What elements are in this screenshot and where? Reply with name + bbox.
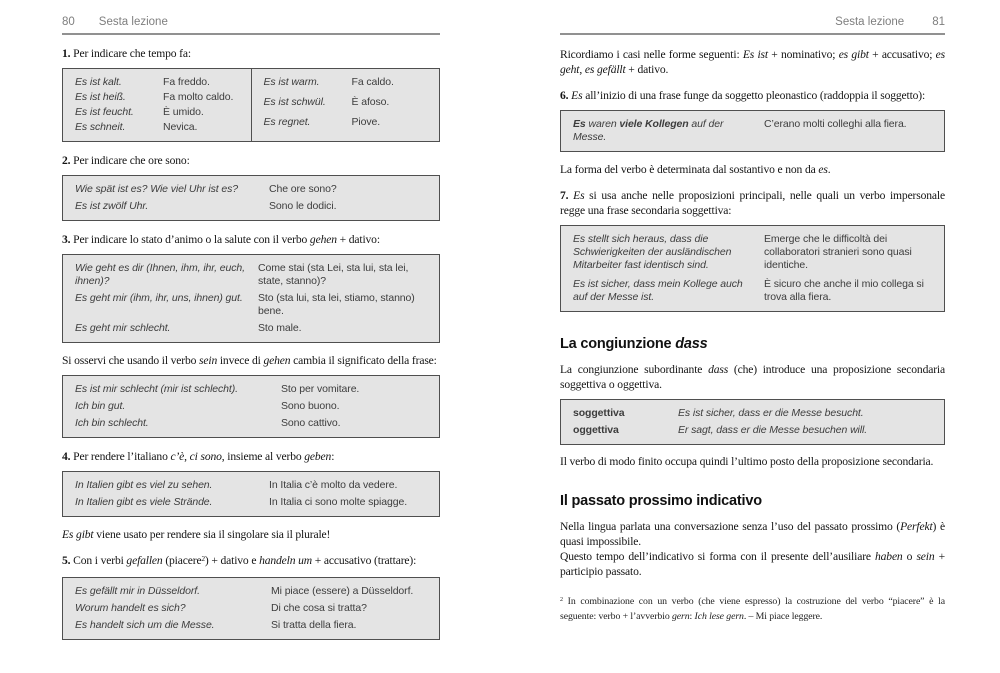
page-title: Sesta lezione [98, 16, 168, 28]
table-cell-de: Es stellt sich heraus, dass die Schwierigkeiten der ausländischen Mitarbeiter fast identisch sind. [573, 233, 732, 271]
table-pleonastic [560, 110, 945, 152]
section-heading-1: 1. Per indicare che tempo fa: [62, 47, 191, 60]
table-cell-it: Sto (sta lui, sta lei, stiamo, stanno) bene. [258, 292, 415, 317]
table-cell-de: Wie spät ist es? Wie viel Uhr ist es? [75, 183, 238, 195]
table-cell-de: Es regnet. [263, 116, 311, 128]
book-page-left [62, 16, 440, 640]
table-cell-it: Sono cattivo. [281, 417, 341, 429]
table-weather-right-half [251, 69, 440, 141]
table-gefallen [62, 577, 440, 640]
page-number: 80 [62, 16, 75, 28]
table-cell-it: Fa molto caldo. [163, 91, 234, 103]
table-cell-it: Nevica. [163, 121, 198, 133]
table-cell-it: Emerge che le difficoltà dei collaboratori stranieri sono quasi identiche. [764, 233, 912, 271]
note-verb-form: La forma del verbo è determinata dal sostantivo e non da es. [560, 163, 831, 176]
table-cell-de: Worum handelt es sich? [75, 602, 186, 614]
table-time [62, 175, 440, 221]
paragraph-perfekt: Nella lingua parlata una conversazione senza l’uso del passato prossimo (Perfekt) è quasi impossibile. [560, 520, 945, 548]
table-cell-it: Come stai (sta Lei, sta lui, sta lei, state, stanno)? [258, 262, 409, 287]
table-cell-example: Es ist sicher, dass er die Messe besucht. [678, 407, 864, 419]
table-cell-it: Si tratta della fiera. [271, 619, 357, 631]
table-esgibt [62, 471, 440, 517]
heading-passato-prossimo: Il passato prossimo indicativo [560, 493, 762, 509]
table-cell-it: È afoso. [351, 96, 390, 108]
section-heading-6: 6. Es all’inizio di una frase funge da soggetto pleonastico (raddoppia il soggetto): [560, 89, 926, 102]
table-cell-de: Es waren viele Kollegen auf der Messe. [573, 118, 724, 143]
table-cell-de: Ich bin gut. [75, 400, 126, 412]
table-cell-de: In Italien gibt es viele Strände. [75, 496, 213, 508]
table-dass [560, 399, 945, 445]
table-cell-de: Es gefällt mir in Düsseldorf. [75, 585, 200, 597]
table-cell-label: soggettiva [573, 407, 625, 419]
footnote-piacere: $^2$ In combinazione con un verbo (che viene espresso) la costruzione del verbo “piacere” è la seguente: verbo + l’avverbio gern: Ich lese gern. – Mi piace leggere. [560, 596, 945, 622]
book-page-right [560, 16, 945, 633]
table-cell-de: Es geht mir (ihm, ihr, uns, ihnen) gut. [75, 292, 243, 304]
table-cell-it: Di che cosa si tratta? [271, 602, 367, 614]
section-heading-2: 2. Per indicare che ore sono: [62, 154, 190, 167]
table-weather [62, 68, 440, 142]
page-header [560, 16, 945, 35]
table-cell-example: Er sagt, dass er die Messe besuchen will. [678, 424, 868, 436]
table-cell-de: Ich bin schlecht. [75, 417, 149, 429]
table-cell-it: Piove. [351, 116, 381, 128]
heading-congiunzione-dass: La congiunzione dass [560, 336, 708, 352]
table-cell-it: Sto male. [258, 322, 302, 334]
table-cell-de: Es ist feucht. [75, 106, 134, 118]
section-heading-5: 5. Con i verbi gefallen (piacere$^2$) + dativo e handeln um + accusativo (trattare): [62, 554, 417, 567]
table-impersonal [560, 225, 945, 312]
page-number: 81 [932, 16, 945, 28]
page-title: Sesta lezione [835, 16, 905, 28]
section-heading-3: 3. Per indicare lo stato d’animo o la salute con il verbo gehen + dativo: [62, 233, 380, 246]
table-cell-it: In Italia ci sono molte spiagge. [269, 496, 408, 508]
note-final-verb: Il verbo di modo finito occupa quindi l’ultimo posto della proposizione secondaria. [560, 455, 934, 468]
table-cell-it: Fa freddo. [163, 76, 210, 88]
table-cell-de: Wie geht es dir (Ihnen, ihm, ihr, euch, ihnen)? [75, 262, 245, 287]
table-weather-left-half [63, 69, 251, 141]
table-cell-de: Es ist heiß. [75, 91, 126, 103]
section-heading-4: 4. Per rendere l’italiano c’è, ci sono, insieme al verbo geben: [62, 450, 335, 463]
note-sein: Si osservi che usando il verbo sein invece di gehen cambia il significato della frase: [62, 354, 437, 367]
table-cell-it: È sicuro che anche il mio collega si trova alla fiera. [764, 278, 924, 303]
table-cell-de: In Italien gibt es viel zu sehen. [75, 479, 213, 491]
table-cell-it: C’erano molti colleghi alla fiera. [764, 118, 907, 130]
table-sein [62, 375, 440, 438]
table-cell-label: oggettiva [573, 424, 619, 436]
table-gehen [62, 254, 440, 343]
table-cell-it: È umido. [163, 106, 204, 118]
table-cell-it: In Italia c’è molto da vedere. [269, 479, 398, 491]
table-cell-it: Fa caldo. [351, 76, 394, 88]
table-cell-it: Che ore sono? [269, 183, 337, 195]
table-cell-de: Es ist sicher, dass mein Kollege auch auf der Messe ist. [573, 278, 743, 303]
section-heading-7: 7. Es si usa anche nelle proposizioni principali, nelle quali un verbo impersonale regge una frase secondaria soggettiva: [560, 189, 945, 217]
table-cell-de: Es ist mir schlecht (mir ist schlecht). [75, 383, 238, 395]
paragraph-dass-intro: La congiunzione subordinante dass (che) introduce una proposizione secondaria soggettiva o oggettiva. [560, 363, 945, 391]
table-cell-it: Mi piace (essere) a Düsseldorf. [271, 585, 414, 597]
paragraph-formation: Questo tempo dell’indicativo si forma con il presente dell’ausiliare haben o sein + participio passato. [560, 550, 945, 578]
note-esgibt: Es gibt viene usato per rendere sia il singolare sia il plurale! [62, 528, 331, 541]
table-cell-it: Sono le dodici. [269, 200, 337, 212]
table-cell-de: Es geht mir schlecht. [75, 322, 171, 334]
table-cell-de: Es handelt sich um die Messe. [75, 619, 215, 631]
table-cell-de: Es ist warm. [263, 76, 320, 88]
page-header [62, 16, 440, 35]
table-cell-it: Sono buono. [281, 400, 340, 412]
table-cell-de: Es ist zwölf Uhr. [75, 200, 149, 212]
paragraph-ricordiamo: Ricordiamo i casi nelle forme seguenti: Es ist + nominativo; es gibt + accusativo; es geht, es gefällt + dativo. [560, 48, 945, 76]
table-cell-de: Es ist kalt. [75, 76, 122, 88]
table-cell-de: Es ist schwül. [263, 96, 326, 108]
table-cell-de: Es schneit. [75, 121, 126, 133]
table-cell-it: Sto per vomitare. [281, 383, 360, 395]
